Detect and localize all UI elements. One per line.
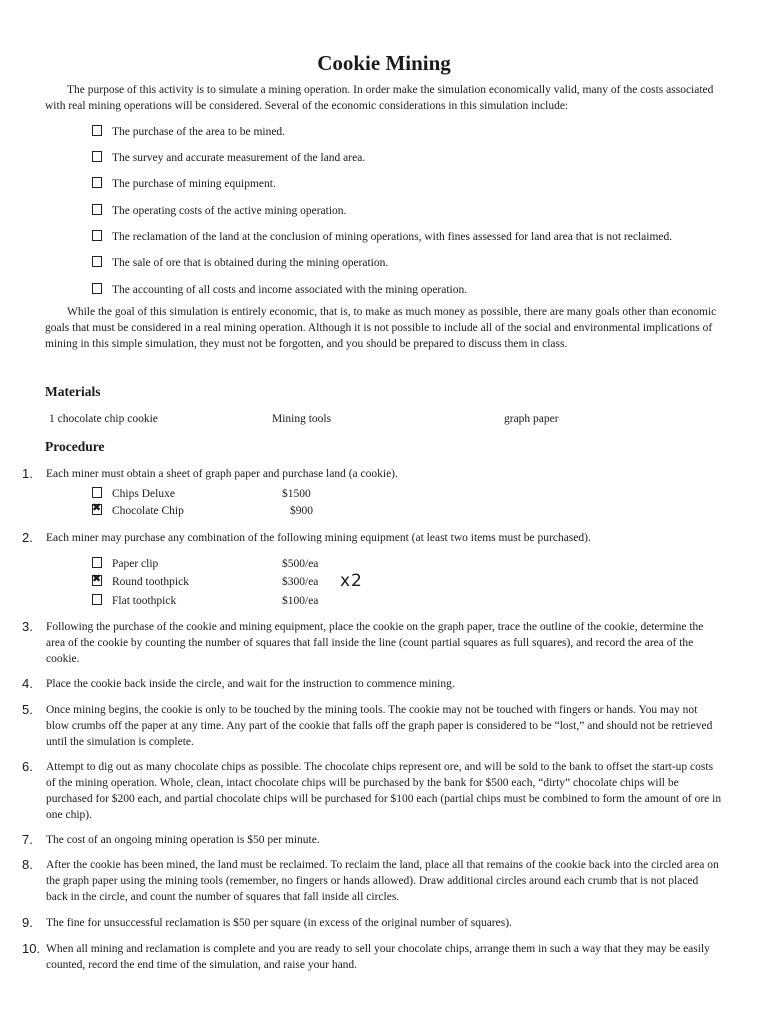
page-title: Cookie Mining	[317, 51, 451, 75]
step-text: The fine for unsuccessful reclamation is $50 per square (in excess of the original number of squares).	[46, 917, 512, 929]
step-number: 1.	[22, 466, 33, 481]
consideration-item	[92, 177, 276, 191]
option-price: $500/ea	[282, 558, 319, 570]
consideration-text: The purchase of the area to be mined.	[112, 126, 286, 138]
checkbox[interactable]	[92, 283, 102, 294]
checkbox[interactable]	[92, 256, 102, 267]
material-item: graph paper	[504, 413, 559, 425]
land-option	[92, 487, 311, 501]
option-label: Chocolate Chip	[112, 505, 184, 517]
checkbox[interactable]	[92, 204, 102, 215]
step-text: Each miner may purchase any combination of the following mining equipment (at least two items must be purchased).	[46, 532, 591, 544]
material-item: 1 chocolate chip cookie	[49, 413, 158, 425]
step-text: Once mining begins, the cookie is only to be touched by the mining tools. The cookie may not be touched with fingers or hands. You may not blow crumbs off the paper at any time. Any part of the cookie that falls off the graph paper is considered to be “lost,” and should not be retrieved until the simulation is complete.	[46, 704, 713, 748]
step-text: Each miner must obtain a sheet of graph paper and purchase land (a cookie).	[46, 468, 398, 480]
step-text: After the cookie has been mined, the land must be reclaimed. To reclaim the land, place all that remains of the cookie back into the circled area on the graph paper using the mining tools (remember, no fingers or hands allowed). Draw additional circles around each crumb that is not placed back in the circle, and count the number of squares that fall inside all circles.	[46, 859, 719, 903]
consideration-item	[92, 256, 388, 270]
goal-paragraph: While the goal of this simulation is entirely economic, that is, to make as much money as possible, there are many goals other than economic goals that must be considered in a real mining operation. Although it is not possible to include all of the social and environmental implications of mining in this simple simulation, they must not be forgotten, and you should be prepared to discuss them in class.	[45, 306, 717, 350]
checkbox[interactable]	[92, 487, 102, 498]
option-price: $300/ea	[282, 576, 319, 588]
consideration-item	[92, 151, 365, 165]
step-text: The cost of an ongoing mining operation is $50 per minute.	[46, 834, 320, 846]
material-item: Mining tools	[272, 413, 332, 425]
consideration-item	[92, 283, 467, 297]
step-text: When all mining and reclamation is complete and you are ready to sell your chocolate chips, arrange them in such a way that they may be easily counted, record the end time of the simulation, and raise your hand.	[46, 943, 710, 971]
intro-paragraph: The purpose of this activity is to simulate a mining operation. In order make the simulation economically valid, many of the costs associated with real mining operations will be considered. Several of the economic considerations in this simulation include:	[45, 84, 714, 112]
step-number: 7.	[22, 832, 33, 847]
checkbox[interactable]	[92, 151, 102, 162]
consideration-text: The operating costs of the active mining operation.	[112, 205, 347, 217]
step-number: 5.	[22, 702, 33, 717]
checked-checkbox[interactable]	[92, 504, 102, 515]
step-number: 2.	[22, 530, 33, 545]
checkbox[interactable]	[92, 557, 102, 568]
step-number: 3.	[22, 619, 33, 634]
option-price: $100/ea	[282, 595, 319, 607]
checkbox[interactable]	[92, 594, 102, 605]
step-text: Place the cookie back inside the circle, and wait for the instruction to commence mining.	[46, 678, 455, 690]
checked-checkbox[interactable]	[92, 575, 102, 586]
option-price: $900	[290, 505, 313, 517]
land-option	[92, 504, 313, 518]
checkbox[interactable]	[92, 177, 102, 188]
consideration-text: The purchase of mining equipment.	[112, 178, 276, 190]
consideration-item	[92, 230, 672, 244]
step-number: 8.	[22, 857, 33, 872]
step-text: Following the purchase of the cookie and mining equipment, place the cookie on the graph paper, trace the outline of the cookie, determine the area of the cookie by counting the number of squares that fall inside the line (count partial squares as full squares), and record the area of the cookie.	[46, 621, 704, 665]
step-text: Attempt to dig out as many chocolate chips as possible. The chocolate chips represent ore, and will be sold to the bank to offset the start-up costs of the mining operation. Whole, clean, intact chocolate chips will be purchased by the bank for $500 each, “dirty” chocolate chips will be purchased for $200 each, and partial chocolate chips will be purchased for $100 each (partial chips must be combined to form the amount of ore in one chip).	[46, 761, 722, 821]
equipment-option	[92, 594, 318, 608]
checkbox[interactable]	[92, 230, 102, 241]
consideration-text: The sale of ore that is obtained during the mining operation.	[112, 257, 389, 269]
consideration-item	[92, 204, 346, 218]
option-price: $1500	[282, 488, 311, 500]
handwritten-note: x2	[340, 571, 363, 591]
step-number: 10.	[22, 941, 41, 956]
consideration-item	[92, 125, 285, 139]
consideration-text: The reclamation of the land at the conclusion of mining operations, with fines assessed for land area that is not reclaimed.	[112, 231, 673, 243]
step-number: 4.	[22, 676, 33, 691]
step-number: 6.	[22, 759, 33, 774]
option-label: Paper clip	[112, 558, 159, 570]
consideration-text: The accounting of all costs and income associated with the mining operation.	[112, 284, 468, 296]
checkbox[interactable]	[92, 125, 102, 136]
option-label: Flat toothpick	[112, 595, 177, 607]
materials-heading: Materials	[45, 384, 101, 399]
consideration-text: The survey and accurate measurement of the land area.	[112, 152, 366, 164]
option-label: Round toothpick	[112, 576, 189, 588]
option-label: Chips Deluxe	[112, 488, 175, 500]
equipment-option	[92, 575, 318, 589]
procedure-heading: Procedure	[45, 439, 105, 454]
step-number: 9.	[22, 915, 33, 930]
equipment-option	[92, 557, 318, 571]
